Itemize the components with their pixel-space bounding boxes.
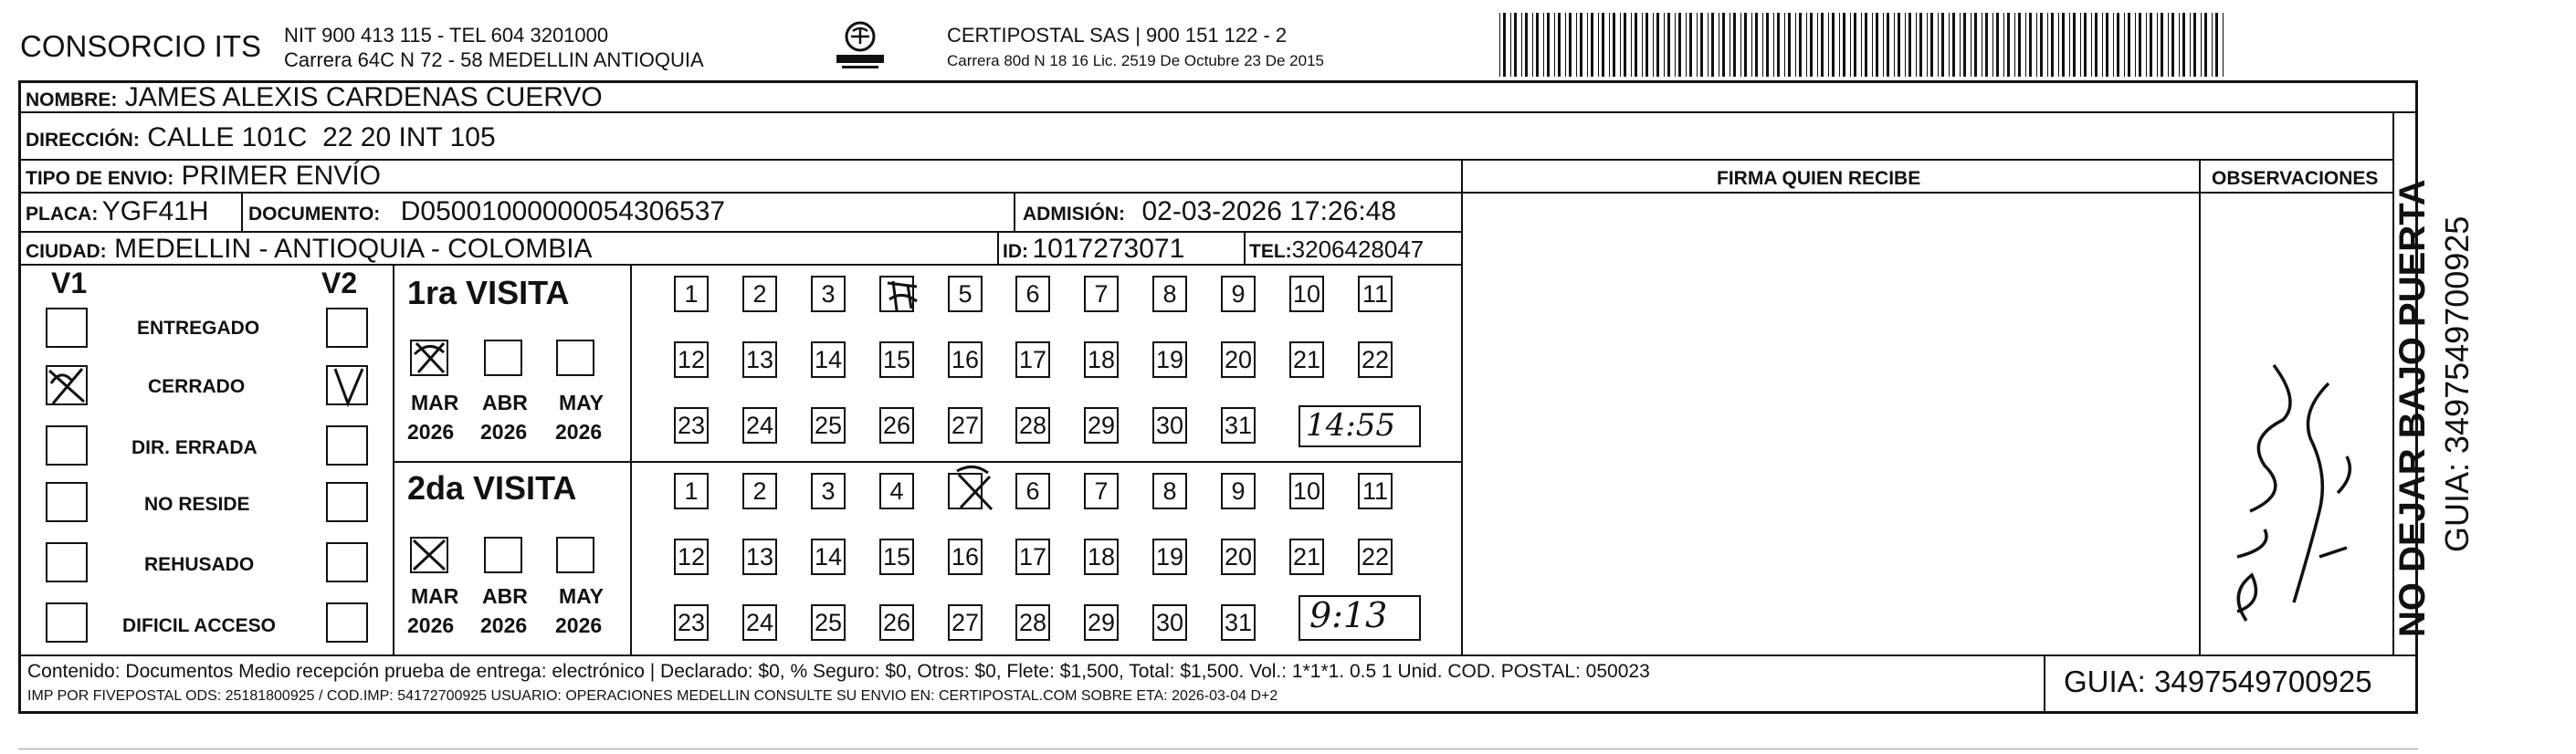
visit2-day-25[interactable]: 25 — [811, 604, 846, 641]
visit2-year-mar: 2026 — [407, 613, 455, 637]
side-guia: GUIA: 3497549700925 — [2438, 215, 2476, 552]
tipo-label: TIPO DE ENVIO: — [26, 168, 174, 189]
status-dificil-acceso: DIFICIL ACCESO — [122, 615, 277, 636]
visit2-day-28[interactable]: 28 — [1015, 604, 1050, 641]
visit2-day-11[interactable]: 11 — [1358, 473, 1393, 509]
visit2-day-22[interactable]: 22 — [1358, 539, 1393, 575]
visit2-day-8[interactable]: 8 — [1152, 473, 1187, 509]
visit2-may-checkbox[interactable] — [556, 537, 594, 573]
visit1-day-9[interactable]: 9 — [1221, 276, 1256, 312]
placa-value: YGF41H — [101, 196, 209, 226]
visit1-day-10[interactable]: 10 — [1289, 276, 1324, 312]
visit2-year-abr: 2026 — [480, 613, 528, 637]
placa-row — [26, 196, 209, 227]
visit1-day-12[interactable]: 12 — [674, 341, 709, 378]
status-cerrado: CERRADO — [148, 376, 246, 397]
visit1-day-29[interactable]: 29 — [1084, 407, 1119, 444]
status-entregado: ENTREGADO — [137, 318, 260, 339]
visit2-day-7[interactable]: 7 — [1084, 473, 1119, 509]
ciudad-value: MEDELLIN - ANTIOQUIA - COLOMBIA — [114, 234, 593, 264]
visit2-day-12[interactable]: 12 — [674, 539, 709, 575]
visit1-title: 1ra VISITA — [407, 274, 570, 311]
visit1-day-18[interactable]: 18 — [1084, 341, 1119, 378]
id-label: ID: — [1003, 241, 1028, 262]
visit2-day-19[interactable]: 19 — [1152, 539, 1187, 575]
visit1-abr-checkbox[interactable] — [484, 340, 522, 376]
visit2-year-may: 2026 — [555, 613, 603, 637]
visit1-day-27[interactable]: 27 — [948, 407, 983, 444]
visit1-month-mar: MAR — [411, 391, 459, 414]
nombre-row — [26, 82, 603, 113]
v1-no-reside-checkbox[interactable] — [46, 482, 88, 522]
visit1-year-abr: 2026 — [480, 420, 528, 444]
v1-dir-errada-checkbox[interactable] — [46, 425, 88, 466]
side-warning: NO DEJAR BAJO PUERTA — [2392, 179, 2433, 637]
nombre-value: JAMES ALEXIS CARDENAS CUERVO — [124, 82, 603, 112]
visit1-day-30[interactable]: 30 — [1152, 407, 1187, 444]
v2-label: V2 — [321, 267, 358, 299]
tel-row — [1249, 236, 1424, 264]
v2-dir-errada-checkbox[interactable] — [326, 425, 368, 466]
v1-label: V1 — [51, 267, 88, 299]
visit2-day-6[interactable]: 6 — [1015, 473, 1050, 509]
visit2-day-4[interactable]: 4 — [879, 473, 914, 509]
observaciones-label: OBSERVACIONES — [2212, 168, 2379, 189]
footer-imp: IMP POR FIVEPOSTAL ODS: 25181800925 / COD.IMP: 54172700925 USUARIO: OPERACIONES MEDELLIN CONSULTE SU ENVIO EN: CERTIPOSTAL.COM SOBRE ETA: 2026-03-04 D+2 — [27, 688, 1278, 704]
visit2-day-1[interactable]: 1 — [674, 473, 709, 509]
direccion-label: DIRECCIÓN: — [26, 130, 140, 151]
visit2-day-29[interactable]: 29 — [1084, 604, 1119, 641]
ciudad-label: CIUDAD: — [26, 241, 107, 262]
visit1-year-mar: 2026 — [407, 420, 455, 444]
visit1-day-13[interactable]: 13 — [742, 341, 777, 378]
visit1-day-8[interactable]: 8 — [1152, 276, 1187, 312]
v2-rehusado-checkbox[interactable] — [326, 542, 368, 582]
documento-label: DOCUMENTO: — [248, 204, 381, 225]
company-address: Carrera 64C N 72 - 58 MEDELLIN ANTIOQUIA — [284, 48, 704, 71]
handwritten-signature — [2210, 329, 2374, 639]
carrier-name: CERTIPOSTAL SAS | 900 151 122 - 2 — [947, 24, 1288, 47]
visit1-day-24[interactable]: 24 — [742, 407, 777, 444]
certipostal-logo — [833, 20, 888, 71]
v2-no-reside-checkbox[interactable] — [326, 482, 368, 522]
visit1-day-2[interactable]: 2 — [742, 276, 777, 312]
tel-label: TEL: — [1249, 241, 1292, 262]
visit1-year-may: 2026 — [555, 420, 603, 444]
status-no-reside: NO RESIDE — [144, 494, 250, 515]
visit1-day-7[interactable]: 7 — [1084, 276, 1119, 312]
visit1-day-14[interactable]: 14 — [811, 341, 846, 378]
direccion-value: CALLE 101C 22 20 INT 105 — [147, 122, 496, 152]
visit1-may-checkbox[interactable] — [556, 340, 594, 376]
barcode — [1498, 13, 2228, 77]
v2-dificil-acceso-checkbox[interactable] — [326, 602, 368, 643]
admision-value: 02-03-2026 17:26:48 — [1141, 196, 1397, 226]
carrier-address: Carrera 80d N 18 16 Lic. 2519 De Octubre 23 De 2015 — [947, 52, 1324, 69]
visit2-day-30[interactable]: 30 — [1152, 604, 1187, 641]
visit2-day-15[interactable]: 15 — [879, 539, 914, 575]
visit1-day-22[interactable]: 22 — [1358, 341, 1393, 378]
nombre-label: NOMBRE: — [26, 89, 118, 110]
visit2-mar-mark — [410, 537, 448, 573]
visit2-abr-checkbox[interactable] — [484, 537, 522, 573]
documento-value: D05001000000054306537 — [400, 196, 726, 226]
visit2-day-3[interactable]: 3 — [811, 473, 846, 509]
visit1-mar-mark — [407, 336, 453, 380]
visit1-day-17[interactable]: 17 — [1015, 341, 1050, 378]
tipo-value: PRIMER ENVÍO — [181, 161, 382, 191]
v1-rehusado-checkbox[interactable] — [46, 542, 88, 582]
company-name: CONSORCIO ITS — [20, 29, 262, 63]
visit2-day-9[interactable]: 9 — [1221, 473, 1256, 509]
visit2-day-17[interactable]: 17 — [1015, 539, 1050, 575]
visit1-day-26[interactable]: 26 — [879, 407, 914, 444]
admision-label: ADMISIÓN: — [1023, 204, 1125, 225]
v1-dificil-acceso-checkbox[interactable] — [46, 602, 88, 643]
visit2-day-21[interactable]: 21 — [1289, 539, 1324, 575]
visit1-day-6[interactable]: 6 — [1015, 276, 1050, 312]
visit1-day-15[interactable]: 15 — [879, 341, 914, 378]
visit1-day-19[interactable]: 19 — [1152, 341, 1187, 378]
v2-cerrado-mark — [322, 361, 373, 411]
visit1-day-31[interactable]: 31 — [1221, 407, 1256, 444]
visit2-day-18[interactable]: 18 — [1084, 539, 1119, 575]
visit2-day-26[interactable]: 26 — [879, 604, 914, 641]
visit2-day-31[interactable]: 31 — [1221, 604, 1256, 641]
visit1-day-1[interactable]: 1 — [674, 276, 709, 312]
visit1-day-23[interactable]: 23 — [674, 407, 709, 444]
visit2-day-23[interactable]: 23 — [674, 604, 709, 641]
visit2-day-24[interactable]: 24 — [742, 604, 777, 641]
documento-row — [248, 196, 725, 227]
v1-cerrado-mark — [42, 361, 93, 411]
visit1-day-3[interactable]: 3 — [811, 276, 846, 312]
placa-label: PLACA: — [26, 204, 99, 225]
v1-entregado-checkbox[interactable] — [46, 308, 88, 348]
visit1-day-25[interactable]: 25 — [811, 407, 846, 444]
status-dir-errada: DIR. ERRADA — [131, 437, 258, 458]
id-row — [1003, 234, 1184, 265]
firma-label: FIRMA QUIEN RECIBE — [1717, 168, 1921, 189]
visit1-day-5[interactable]: 5 — [948, 276, 983, 312]
visit2-day-2[interactable]: 2 — [742, 473, 777, 509]
visit2-day-mark — [950, 462, 1001, 515]
visit2-day-16[interactable]: 16 — [948, 539, 983, 575]
visit1-day-mark — [880, 274, 928, 318]
visit1-day-21[interactable]: 21 — [1289, 341, 1324, 378]
visit2-month-mar: MAR — [411, 584, 459, 608]
visit2-month-abr: ABR — [482, 584, 528, 608]
visit2-day-27[interactable]: 27 — [948, 604, 983, 641]
visit2-day-14[interactable]: 14 — [811, 539, 846, 575]
visit1-month-may: MAY — [559, 391, 604, 414]
visit2-day-20[interactable]: 20 — [1221, 539, 1256, 575]
admision-row — [1023, 196, 1396, 227]
visit1-day-20[interactable]: 20 — [1221, 341, 1256, 378]
status-rehusado: REHUSADO — [144, 554, 255, 575]
visit2-month-may: MAY — [559, 584, 604, 608]
visit2-time: 9:13 — [1309, 595, 1388, 635]
visit1-time: 14:55 — [1306, 407, 1395, 444]
visit1-month-abr: ABR — [482, 391, 528, 414]
tipo-row — [26, 161, 381, 192]
visit1-day-28[interactable]: 28 — [1015, 407, 1050, 444]
ciudad-row — [26, 234, 593, 265]
visit2-title: 2da VISITA — [407, 469, 577, 507]
visit2-day-10[interactable]: 10 — [1289, 473, 1324, 509]
id-value: 1017273071 — [1032, 234, 1185, 264]
footer-contenido: Contenido: Documentos Medio recepción prueba de entrega: electrónico | Declarado: $0, % Seguro: $0, Otros: $0, Flete: $1,500, Total: $1,500. Vol.: 1*1*1. 0.5 1 Unid. COD. POSTAL: 050023 — [27, 661, 1650, 682]
visit2-day-13[interactable]: 13 — [742, 539, 777, 575]
visit1-day-16[interactable]: 16 — [948, 341, 983, 378]
visit1-day-11[interactable]: 11 — [1358, 276, 1393, 312]
tel-value: 3206428047 — [1291, 236, 1425, 263]
direccion-row — [26, 122, 496, 153]
company-nit: NIT 900 413 115 - TEL 604 3201000 — [284, 24, 609, 47]
v2-entregado-checkbox[interactable] — [326, 308, 368, 348]
footer-guia: GUIA: 3497549700925 — [2064, 665, 2372, 698]
